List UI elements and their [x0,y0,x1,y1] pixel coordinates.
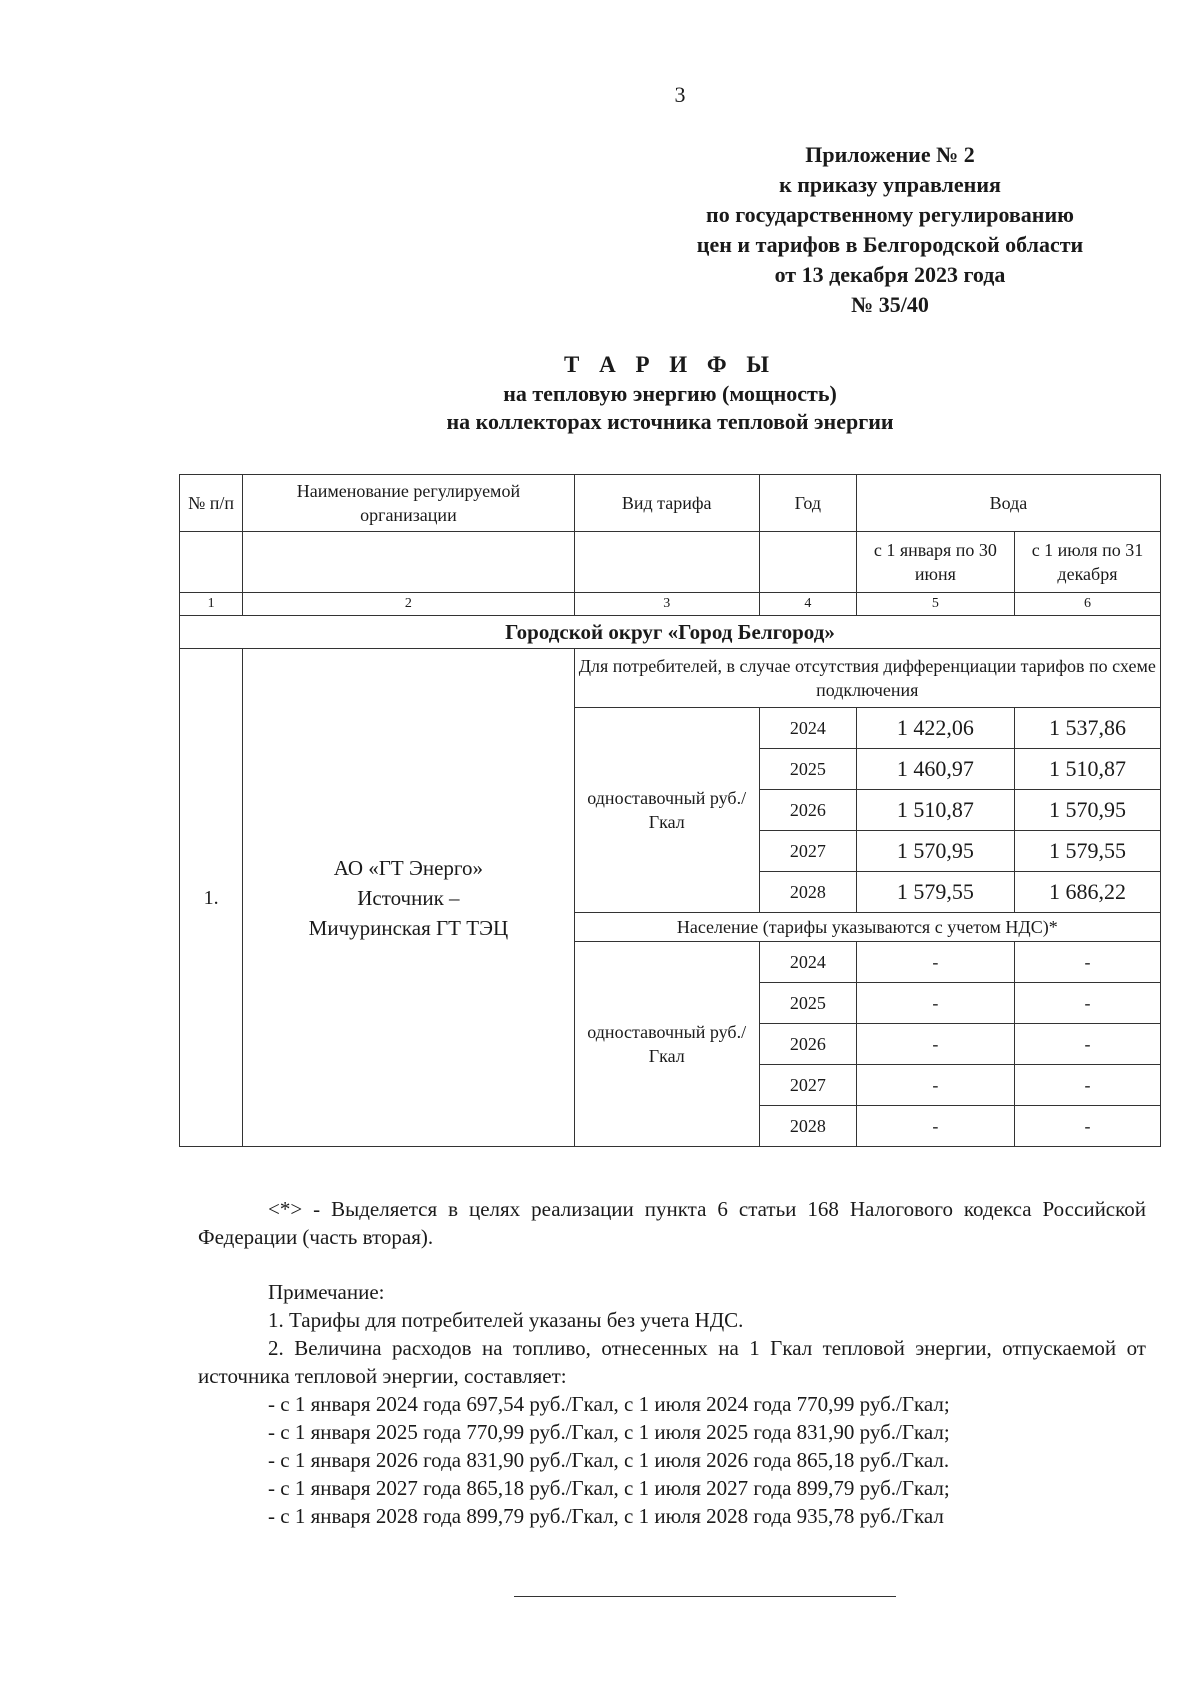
table-row [180,649,1161,708]
title-subtitle: на коллекторах источника тепловой энергии [446,409,894,434]
tariff-value: 1 579,55 [856,872,1014,913]
column-number: 2 [243,593,574,616]
fuel-cost-item: - с 1 января 2028 года 899,79 руб./Гкал, с 1 июля 2028 года 935,78 руб./Гкал [268,1504,944,1528]
region-name: Городской округ «Город Белгород» [180,616,1161,649]
column-number: 4 [759,593,856,616]
year-cell: 2025 [759,983,856,1024]
tariff-value: 1 570,95 [1014,790,1160,831]
header-num: № п/п [180,475,243,532]
header-row [180,475,1161,532]
header-empty [180,532,243,593]
tariff-type: одноставочный руб./Гкал [574,708,759,913]
consumers-label: Для потребителей, в случае отсутствия дифференциации тарифов по схеме подключения [574,649,1160,708]
header-water: Вода [856,475,1160,532]
population-label: Население (тарифы указываются с учетом НДС)* [574,913,1160,942]
fuel-cost-item: - с 1 января 2027 года 865,18 руб./Гкал, с 1 июля 2027 года 899,79 руб./Гкал; [268,1476,950,1500]
header-empty [243,532,574,593]
title-subtitle: на тепловую энергию (мощность) [503,381,837,406]
appendix-line: от 13 декабря 2023 года [774,262,1006,287]
fuel-cost-item: - с 1 января 2026 года 831,90 руб./Гкал, с 1 июля 2026 года 865,18 руб./Гкал. [268,1448,950,1472]
year-cell: 2026 [759,790,856,831]
tariff-value: - [856,983,1014,1024]
year-cell: 2028 [759,1106,856,1147]
end-divider [514,1596,896,1597]
tariff-value: 1 422,06 [856,708,1014,749]
tariff-value: - [856,1106,1014,1147]
header-period1: с 1 января по 30 июня [856,532,1014,593]
header-empty [574,532,759,593]
column-number-row [180,593,1161,616]
notes-label: Примечание: [268,1280,385,1304]
year-cell: 2024 [759,942,856,983]
tariff-value: 1 570,95 [856,831,1014,872]
appendix-line: № 35/40 [851,292,929,317]
appendix-line: Приложение № 2 [805,142,975,167]
tariff-value: - [856,942,1014,983]
footnote: <*> - Выделяется в целях реализации пункта 6 статьи 168 Налогового кодекса Российской Федерации (часть вторая). [198,1197,1146,1249]
column-number: 1 [180,593,243,616]
header-org: Наименование регулируемой организации [243,475,574,532]
region-row [180,616,1161,649]
tariff-value: - [856,1024,1014,1065]
document-title [180,350,1160,436]
tariff-value: - [1014,1106,1160,1147]
appendix-line: к приказу управления [779,172,1001,197]
year-cell: 2026 [759,1024,856,1065]
tariff-value: - [1014,1065,1160,1106]
org-name-line: Источник – [357,885,460,910]
organization-name [243,649,574,1147]
year-cell: 2025 [759,749,856,790]
appendix-line: цен и тарифов в Белгородской области [696,232,1084,257]
note-item: 1. Тарифы для потребителей указаны без учета НДС. [268,1308,744,1332]
tariff-value: 1 686,22 [1014,872,1160,913]
header-row [180,532,1161,593]
fuel-cost-item: - с 1 января 2024 года 697,54 руб./Гкал, с 1 июля 2024 года 770,99 руб./Гкал; [268,1392,950,1416]
tariff-value: - [1014,942,1160,983]
year-cell: 2027 [759,1065,856,1106]
header-empty [759,532,856,593]
tariff-value: 1 579,55 [1014,831,1160,872]
column-number: 3 [574,593,759,616]
tariff-value: 1 460,97 [856,749,1014,790]
column-number: 6 [1014,593,1160,616]
tariff-value: 1 537,86 [1014,708,1160,749]
tariff-value: 1 510,87 [1014,749,1160,790]
row-number: 1. [180,649,243,1147]
tariff-value: 1 510,87 [856,790,1014,831]
appendix-block [640,140,1140,320]
note-item: 2. Величина расходов на топливо, отнесенных на 1 Гкал тепловой энергии, отпускаемой от источника тепловой энергии, составляет: [198,1336,1146,1388]
fuel-cost-item: - с 1 января 2025 года 770,99 руб./Гкал, с 1 июля 2025 года 831,90 руб./Гкал; [268,1420,950,1444]
year-cell: 2024 [759,708,856,749]
year-cell: 2028 [759,872,856,913]
tariff-value: - [1014,1024,1160,1065]
header-period2: с 1 июля по 31 декабря [1014,532,1160,593]
title-main: Т А Р И Ф Ы [564,352,776,377]
org-name-line: Мичуринская ГТ ТЭЦ [308,915,509,940]
page-number: 3 [674,82,686,107]
tariff-type: одноставочный руб./Гкал [574,942,759,1147]
header-type: Вид тарифа [574,475,759,532]
year-cell: 2027 [759,831,856,872]
tariff-value: - [856,1065,1014,1106]
org-name-line: АО «ГТ Энерго» [333,855,484,880]
tariff-value: - [1014,983,1160,1024]
appendix-line: по государственному регулированию [706,202,1074,227]
notes-block [198,1278,1146,1530]
column-number: 5 [856,593,1014,616]
header-year: Год [759,475,856,532]
tariffs-table [179,474,1161,1147]
